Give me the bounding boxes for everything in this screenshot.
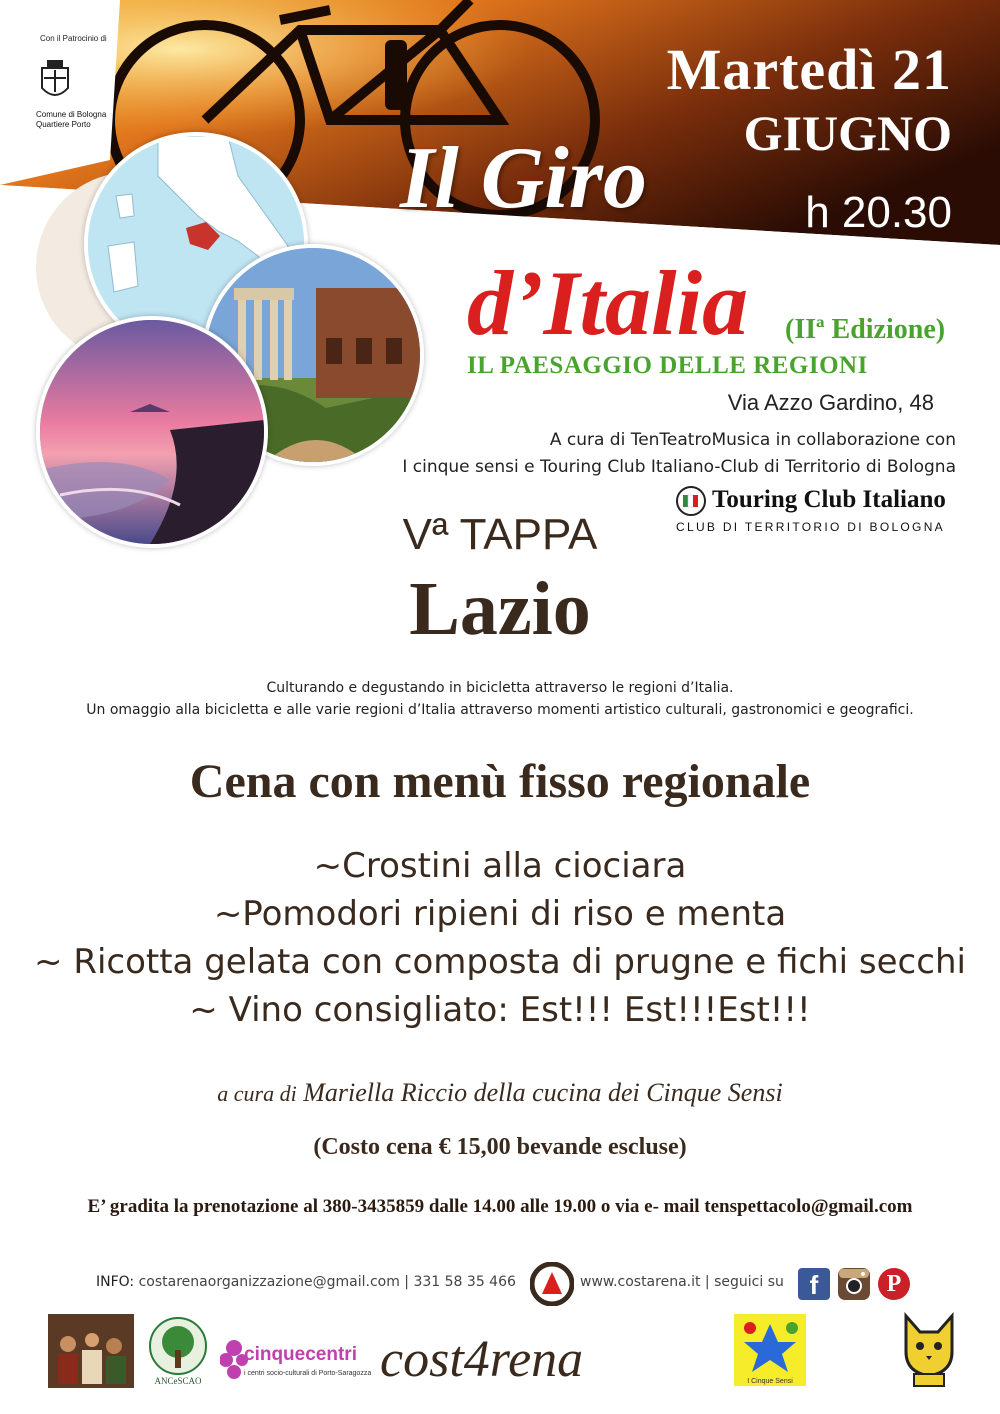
- facebook-icon[interactable]: f: [798, 1268, 830, 1300]
- event-date-month: GIUGNO: [743, 105, 952, 161]
- venue-address: Via Azzo Gardino, 48: [727, 390, 934, 415]
- description-line-1: Culturando e degustando in bicicletta attraverso le regioni d’Italia.: [266, 680, 734, 696]
- menu-item: ~Pomodori ripieni di riso e menta: [213, 894, 787, 934]
- organizer-line-1: A cura di TenTeatroMusica in collaborazione con: [549, 430, 956, 450]
- edition-label: (IIª Edizione): [785, 314, 946, 345]
- cinquecentri-logo-text: cinquecentri: [244, 1344, 357, 1365]
- booking-info: E’ gradita la prenotazione al 380-3435859 dalle 14.00 alle 19.00 o via e- mail tenspettacolo@gmail.com: [87, 1196, 913, 1217]
- quartiere-label: Quartiere Porto: [36, 120, 91, 129]
- menu-item: ~Crostini alla ciociara: [313, 846, 687, 886]
- dinner-heading: Cena con menù fisso regionale: [189, 755, 811, 808]
- description-line-2: Un omaggio alla bicicletta e alle varie regioni d’Italia attraverso momenti artistico culturali, gastronomici e geografici.: [86, 702, 914, 718]
- comune-name-label: Comune di Bologna: [36, 110, 107, 119]
- patronage-label: Con il Patrocinio di: [40, 34, 107, 43]
- ancescao-logo-icon: [148, 1316, 208, 1376]
- website-link[interactable]: www.costarena.it | seguici su: [580, 1274, 784, 1290]
- cat-mascot-icon: [900, 1312, 958, 1388]
- event-date-day: Martedì 21: [666, 37, 952, 102]
- touring-club-subtitle: CLUB DI TERRITORIO DI BOLOGNA: [676, 520, 945, 534]
- painting-logo-image: [48, 1314, 134, 1388]
- costarena-mark-icon: [530, 1262, 574, 1306]
- dinner-cost: (Costo cena € 15,00 bevande escluse): [313, 1134, 687, 1160]
- comune-name: [36, 110, 106, 130]
- cinquecentri-logo-subtitle: i centri socio-culturali di Porto-Saragozza: [244, 1370, 372, 1377]
- menu-item: ~ Ricotta gelata con composta di prugne e fichi secchi: [34, 942, 966, 982]
- event-subtitle: IL PAESAGGIO DELLE REGIONI: [467, 352, 868, 379]
- chef-credit: [0, 1078, 1000, 1108]
- pinterest-icon[interactable]: P: [878, 1268, 910, 1300]
- ancescao-logo-text: ANCeSCAO: [154, 1376, 202, 1386]
- event-time: h 20.30: [805, 188, 952, 237]
- stage-number: Vª TAPPA: [402, 510, 598, 559]
- info-label: INFO:: [96, 1274, 135, 1290]
- info-contact: [96, 1274, 516, 1290]
- event-title-line2: d’Italia: [467, 252, 749, 354]
- info-contact-text: costarenaorganizzazione@gmail.com | 331 58 35 466: [138, 1274, 516, 1290]
- menu-item: ~ Vino consigliato: Est!!! Est!!!Est!!!: [189, 990, 811, 1030]
- region-name: Lazio: [409, 567, 591, 651]
- chef-credit-name: Mariella Riccio della cucina dei Cinque Sensi: [303, 1078, 783, 1107]
- cinque-sensi-logo-text: I Cinque Sensi: [747, 1378, 793, 1385]
- organizer-line-2: I cinque sensi e Touring Club Italiano-Club di Territorio di Bologna: [402, 457, 956, 477]
- comune-bologna-crest-icon: [38, 58, 72, 104]
- cinque-sensi-logo-image: [734, 1314, 806, 1386]
- touring-club-name: Touring Club Italiano: [712, 486, 946, 513]
- costarena-logo-text: cost4rena: [380, 1331, 584, 1388]
- instagram-icon[interactable]: [838, 1268, 870, 1300]
- event-title-line1: Il Giro: [400, 130, 647, 227]
- chef-credit-prefix: a cura di: [217, 1081, 297, 1106]
